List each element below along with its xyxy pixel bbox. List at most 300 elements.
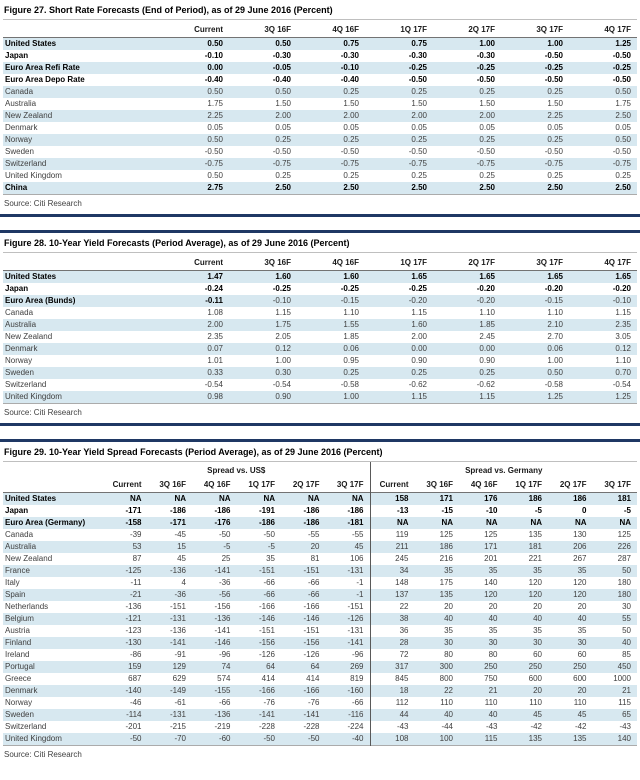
value-cell: 1000 [613, 674, 631, 683]
table-row [3, 122, 637, 134]
value-cell: -0.24 [204, 284, 223, 293]
value-cell: 2.50 [479, 183, 495, 192]
row-label: China [5, 183, 28, 192]
value-cell: 20 [577, 602, 587, 611]
value-cell: 600 [528, 674, 542, 683]
value-cell: 20 [488, 602, 498, 611]
value-cell: -0.58 [340, 380, 359, 389]
table-row [3, 625, 637, 637]
value-cell: -96 [351, 650, 364, 659]
value-cell: -91 [174, 650, 186, 659]
value-cell: -0.50 [612, 147, 631, 156]
value-cell: 55 [622, 614, 631, 623]
value-cell: 50 [622, 626, 631, 635]
value-cell: -11 [130, 578, 142, 587]
table-row [3, 271, 637, 284]
row-label: Canada [5, 308, 34, 317]
value-cell: 1.50 [547, 99, 563, 108]
value-cell: 35 [444, 626, 453, 635]
table-row [3, 493, 637, 506]
row-label: Ireland [5, 650, 30, 659]
column-header: 2Q 17F [292, 480, 320, 489]
value-cell: -201 [125, 722, 142, 731]
value-cell: NA [530, 518, 542, 527]
row-label: Euro Area Depo Rate [5, 75, 85, 84]
value-cell: 35 [577, 566, 587, 575]
value-cell: -42 [530, 722, 542, 731]
value-cell: 0.25 [411, 368, 427, 377]
value-cell: 140 [617, 734, 631, 743]
value-cell: -0.10 [204, 51, 223, 60]
value-cell: 45 [177, 554, 186, 563]
value-cell: -0.25 [612, 63, 631, 72]
column-header: 4Q 16F [203, 480, 231, 489]
value-cell: NA [619, 518, 631, 527]
value-cell: -15 [441, 506, 453, 515]
value-cell: 600 [573, 674, 587, 683]
value-cell: -0.50 [204, 147, 223, 156]
value-cell: -0.50 [340, 147, 359, 156]
table-row [3, 529, 637, 541]
value-cell: 40 [577, 614, 587, 623]
table-row [3, 343, 637, 355]
table-row [3, 565, 637, 577]
value-cell: 1.10 [547, 308, 563, 317]
table-header [3, 462, 637, 493]
value-cell: 106 [350, 554, 364, 563]
column-header: 4Q 16F [332, 25, 359, 34]
value-cell: 1.55 [343, 320, 359, 329]
value-cell: 36 [370, 625, 415, 637]
value-cell: 2.50 [275, 183, 291, 192]
row-label: Denmark [5, 123, 38, 132]
value-cell: -176 [214, 518, 231, 527]
row-label: Japan [5, 51, 29, 60]
value-cell: -146 [303, 614, 320, 623]
table-row [3, 505, 637, 517]
table-row [3, 86, 637, 98]
row-label: Norway [5, 698, 33, 707]
value-cell: 1.00 [547, 356, 563, 365]
value-cell: NA [218, 494, 231, 503]
value-cell: -55 [307, 530, 320, 539]
value-cell: -219 [214, 722, 231, 731]
value-cell: 0.25 [547, 171, 563, 180]
value-cell: -131 [347, 566, 364, 575]
table-row [3, 74, 637, 86]
value-cell: -0.75 [204, 159, 223, 168]
value-cell: NA [370, 517, 415, 529]
row-label: Finland [5, 638, 32, 647]
value-cell: 2.75 [207, 183, 223, 192]
value-cell: 38 [370, 613, 415, 625]
value-cell: 181 [528, 542, 542, 551]
value-cell: -156 [303, 638, 320, 647]
value-cell: 44 [370, 709, 415, 721]
value-cell: 119 [370, 529, 415, 541]
row-label: Switzerland [5, 159, 47, 168]
value-cell: -0.54 [272, 380, 291, 389]
value-cell: 0.50 [207, 171, 223, 180]
row-label: Denmark [5, 344, 38, 353]
value-cell: 120 [573, 578, 587, 587]
value-cell: -131 [169, 710, 186, 719]
value-cell: 2.25 [547, 111, 563, 120]
value-cell: 30 [444, 638, 453, 647]
column-header: 1Q 17F [248, 480, 275, 489]
value-cell: 0.95 [343, 356, 359, 365]
value-cell: NA [307, 494, 320, 503]
value-cell: -0.75 [340, 159, 359, 168]
value-cell: -5 [223, 542, 231, 551]
value-cell: -166 [258, 686, 275, 695]
value-cell: 1.50 [275, 99, 291, 108]
value-cell: 0.25 [343, 135, 359, 144]
value-cell: 120 [528, 590, 542, 599]
value-cell: 1.15 [479, 392, 495, 401]
value-cell: -50 [307, 734, 320, 743]
value-cell: -39 [129, 530, 142, 539]
value-cell: -55 [351, 530, 364, 539]
value-cell: 1.01 [207, 356, 223, 365]
table-row [3, 295, 637, 307]
value-cell: -0.50 [544, 147, 563, 156]
value-cell: -0.54 [204, 380, 223, 389]
value-cell: -0.62 [408, 380, 427, 389]
value-cell: 181 [617, 494, 631, 503]
value-cell: 18 [370, 685, 415, 697]
value-cell: 81 [310, 554, 320, 563]
value-cell: 40 [622, 638, 631, 647]
value-cell: -0.40 [340, 75, 359, 84]
value-cell: -155 [214, 686, 231, 695]
value-cell: 30 [577, 638, 587, 647]
column-header: Current [194, 258, 223, 267]
value-cell: -136 [214, 614, 231, 623]
value-cell: -46 [129, 698, 142, 707]
value-cell: 176 [484, 494, 498, 503]
value-cell: 221 [528, 554, 542, 563]
table-row [3, 733, 637, 746]
value-cell: 687 [128, 674, 142, 683]
value-cell: 186 [573, 494, 587, 503]
value-cell: -151 [303, 626, 320, 635]
value-cell: 80 [488, 650, 498, 659]
value-cell: 0.05 [207, 123, 223, 132]
value-cell: -166 [303, 602, 320, 611]
value-cell: 64 [310, 662, 320, 671]
value-cell: 0.05 [479, 123, 495, 132]
value-cell: -0.30 [340, 51, 359, 60]
value-cell: -0.75 [408, 159, 427, 168]
value-cell: -66 [307, 590, 320, 599]
table-row [3, 170, 637, 182]
value-cell: 0.05 [275, 123, 291, 132]
table-row [3, 391, 637, 404]
group-header-row [3, 462, 637, 475]
value-cell: -66 [307, 578, 320, 587]
value-cell: 0.25 [547, 135, 563, 144]
column-header-row [3, 475, 637, 493]
row-label: United Kingdom [5, 392, 62, 401]
value-cell: 2.50 [615, 111, 631, 120]
value-cell: 0.25 [275, 135, 291, 144]
value-cell: 1.25 [615, 392, 631, 401]
column-header: 3Q 17F [336, 480, 364, 489]
value-cell: 1.65 [615, 272, 631, 281]
value-cell: -126 [347, 614, 364, 623]
figure-27-table [3, 20, 637, 195]
row-label: Sweden [5, 368, 34, 377]
value-cell: -166 [258, 602, 275, 611]
value-cell: -60 [218, 734, 231, 743]
value-cell: -0.10 [612, 296, 631, 305]
table-row [3, 307, 637, 319]
value-cell: 1.50 [479, 99, 495, 108]
value-cell: -86 [129, 650, 142, 659]
value-cell: -141 [347, 638, 364, 647]
value-cell: 216 [439, 554, 453, 563]
value-cell: -0.20 [612, 284, 631, 293]
value-cell: 135 [528, 530, 542, 539]
table-row [3, 697, 637, 709]
value-cell: -36 [174, 590, 186, 599]
value-cell: -0.50 [272, 147, 291, 156]
row-label: Japan [5, 284, 29, 293]
value-cell: 0.50 [207, 135, 223, 144]
column-header: 2Q 17F [468, 258, 495, 267]
figure-27 [0, 0, 640, 217]
column-header-row [3, 253, 637, 271]
row-label: Australia [5, 99, 37, 108]
value-cell: 35 [533, 626, 542, 635]
value-cell: 120 [484, 590, 498, 599]
value-cell: 64 [266, 662, 275, 671]
row-label: Netherlands [5, 602, 49, 611]
value-cell: 35 [266, 554, 275, 563]
value-cell: 1.08 [207, 308, 223, 317]
value-cell: 0.06 [343, 344, 359, 353]
value-cell: -0.25 [408, 63, 427, 72]
table-row [3, 661, 637, 673]
row-label: Norway [5, 356, 33, 365]
value-cell: -0.25 [340, 284, 359, 293]
value-cell: 0.06 [547, 344, 563, 353]
value-cell: -228 [258, 722, 275, 731]
value-cell: 0.50 [547, 368, 563, 377]
value-cell: 629 [172, 674, 186, 683]
row-label: Austria [5, 626, 30, 635]
value-cell: 21 [622, 686, 631, 695]
value-cell: -61 [174, 698, 186, 707]
value-cell: -228 [303, 722, 320, 731]
value-cell: 110 [440, 698, 453, 707]
value-cell: -114 [126, 710, 142, 719]
value-cell: 574 [217, 674, 231, 683]
value-cell: 1.75 [615, 99, 631, 108]
column-header: 4Q 16F [332, 258, 359, 267]
value-cell: -5 [623, 506, 631, 515]
value-cell: -0.25 [408, 284, 427, 293]
value-cell: 0.25 [479, 171, 495, 180]
value-cell: -191 [258, 506, 275, 515]
value-cell: 60 [577, 650, 587, 659]
value-cell: 4 [181, 578, 186, 587]
value-cell: 110 [484, 698, 498, 707]
table-body [3, 38, 637, 195]
value-cell: -36 [218, 578, 231, 587]
value-cell: 20 [533, 602, 542, 611]
value-cell: 40 [533, 614, 542, 623]
value-cell: 245 [370, 553, 415, 565]
row-label: Japan [5, 506, 29, 515]
value-cell: 28 [370, 637, 415, 649]
value-cell: 2.50 [343, 183, 359, 192]
value-cell: -1 [356, 590, 364, 599]
row-label: Australia [5, 542, 37, 551]
value-cell: 60 [533, 650, 542, 659]
value-cell: 22 [444, 686, 453, 695]
value-cell: -0.75 [544, 159, 563, 168]
column-header-row [3, 20, 637, 38]
value-cell: 2.25 [207, 111, 223, 120]
value-cell: NA [351, 494, 364, 503]
value-cell: 25 [221, 554, 231, 563]
row-label: Norway [5, 135, 33, 144]
value-cell: -131 [347, 626, 364, 635]
value-cell: -0.54 [612, 380, 631, 389]
column-header: Current [194, 25, 223, 34]
value-cell: -1 [356, 578, 364, 587]
value-cell: -186 [214, 506, 231, 515]
value-cell: 250 [484, 662, 498, 671]
row-label: Euro Area (Bunds) [5, 296, 76, 305]
value-cell: 250 [573, 662, 587, 671]
value-cell: 72 [370, 649, 415, 661]
value-cell: 53 [132, 542, 142, 551]
table-row [3, 637, 637, 649]
value-cell: 30 [533, 638, 542, 647]
value-cell: 35 [533, 566, 542, 575]
value-cell: 34 [370, 565, 415, 577]
table-row [3, 331, 637, 343]
value-cell: 1.00 [343, 392, 359, 401]
value-cell: -50 [129, 734, 142, 743]
row-label: Belgium [5, 614, 34, 623]
column-header: Current [370, 475, 415, 493]
value-cell: 1.10 [615, 356, 631, 365]
value-cell: 287 [617, 554, 631, 563]
table-row [3, 367, 637, 379]
value-cell: 2.35 [615, 320, 631, 329]
value-cell: -140 [125, 686, 142, 695]
value-cell: 845 [370, 673, 415, 685]
value-cell: -151 [258, 626, 275, 635]
value-cell: 35 [488, 626, 498, 635]
value-cell: -0.50 [408, 75, 427, 84]
table-row [3, 182, 637, 195]
value-cell: 2.70 [547, 332, 563, 341]
value-cell: NA [574, 518, 587, 527]
value-cell: 201 [484, 554, 498, 563]
value-cell: -186 [347, 506, 364, 515]
value-cell: 137 [370, 589, 415, 601]
corner-cell [3, 20, 161, 38]
row-label: Australia [5, 320, 37, 329]
row-label: United States [5, 272, 57, 281]
value-cell: 1.15 [275, 308, 291, 317]
value-cell: 0.33 [207, 368, 223, 377]
column-header: 3Q 17F [604, 480, 631, 489]
value-cell: 45 [354, 542, 364, 551]
value-cell: 0.05 [615, 123, 631, 132]
value-cell: 80 [444, 650, 453, 659]
value-cell: -160 [347, 686, 364, 695]
value-cell: -151 [169, 602, 186, 611]
row-label: United Kingdom [5, 734, 62, 743]
value-cell: -0.25 [544, 63, 563, 72]
value-cell: 0.90 [275, 392, 291, 401]
value-cell: 0.00 [207, 63, 223, 72]
table-row [3, 577, 637, 589]
value-cell: 0.25 [411, 171, 427, 180]
row-label: Italy [5, 578, 20, 587]
value-cell: 135 [528, 734, 542, 743]
row-label: New Zealand [5, 554, 53, 563]
table-row [3, 134, 637, 146]
value-cell: 0.12 [615, 344, 631, 353]
value-cell: -181 [347, 518, 364, 527]
value-cell: -186 [258, 518, 275, 527]
value-cell: 158 [370, 493, 415, 506]
value-cell: NA [441, 518, 453, 527]
value-cell: 1.75 [275, 320, 291, 329]
value-cell: -126 [258, 650, 275, 659]
value-cell: 450 [617, 662, 631, 671]
value-cell: -136 [125, 602, 142, 611]
value-cell: 0.25 [343, 171, 359, 180]
value-cell: 2.00 [207, 320, 223, 329]
value-cell: 85 [622, 650, 631, 659]
value-cell: -76 [263, 698, 275, 707]
row-label: Denmark [5, 686, 38, 695]
row-label: New Zealand [5, 111, 53, 120]
value-cell: 115 [618, 698, 631, 707]
corner-cell [3, 475, 103, 493]
value-cell: 1.00 [275, 356, 291, 365]
value-cell: -0.25 [272, 284, 291, 293]
value-cell: 0.00 [411, 344, 427, 353]
value-cell: 1.50 [411, 99, 427, 108]
value-cell: 0.30 [275, 368, 291, 377]
value-cell: 35 [577, 626, 587, 635]
table-row [3, 50, 637, 62]
column-header: 1Q 17F [400, 25, 427, 34]
value-cell: 45 [577, 710, 587, 719]
value-cell: -43 [619, 722, 631, 731]
value-cell: 206 [573, 542, 587, 551]
column-header: 3Q 16F [264, 258, 291, 267]
value-cell: 2.00 [275, 111, 291, 120]
value-cell: 129 [172, 662, 186, 671]
table-row [3, 613, 637, 625]
value-cell: 125 [439, 530, 453, 539]
value-cell: 0 [582, 506, 587, 515]
row-label: Sweden [5, 147, 34, 156]
value-cell: 211 [370, 541, 415, 553]
value-cell: 2.05 [275, 332, 291, 341]
value-cell: 2.00 [411, 332, 427, 341]
